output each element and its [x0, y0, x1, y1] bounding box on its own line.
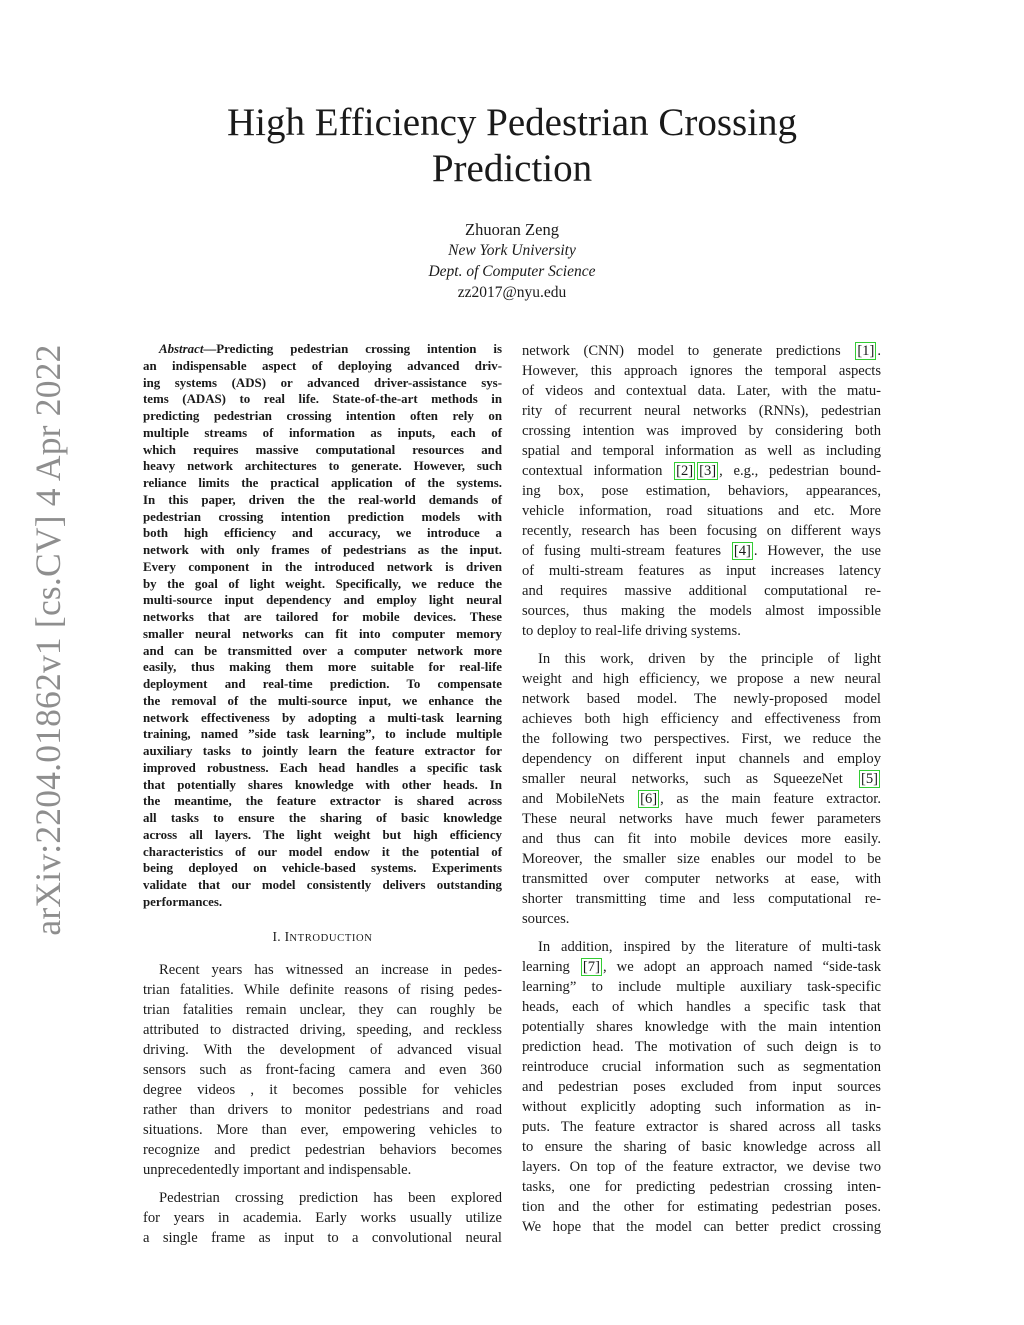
abstract-first-text: Predicting pedestrian crossing intention is — [216, 342, 502, 356]
text-line: and thus can fit into mobile devices more easily. — [522, 831, 881, 847]
text-line: These neural networks have much fewer parameters — [522, 811, 881, 827]
text-line: However, this approach ignores the temporal aspects — [522, 363, 881, 379]
author-name: Zhuoran Zeng — [465, 220, 559, 239]
paper-title — [160, 100, 864, 192]
author-department: Dept. of Computer Science — [428, 263, 596, 280]
abstract-line: network effectiveness by adopting a multi-task learning — [143, 710, 502, 725]
abstract-line: predicting pedestrian crossing intention often rely on — [143, 409, 502, 423]
abstract-line: across all layers. The light weight but high efficiency — [143, 827, 502, 842]
text-line: Pedestrian crossing prediction has been explored — [159, 1189, 502, 1206]
abstract-line: heavy network architectures to generate. However, such — [143, 459, 502, 474]
abstract-line: which requires massive computational resources and — [143, 442, 502, 457]
text-line: and requires massive additional computational re- — [522, 583, 881, 599]
text-line: layers. On top of the feature extractor, we devise two — [522, 1159, 881, 1175]
citation-link[interactable]: [4] — [733, 543, 751, 559]
left-body-text — [143, 960, 502, 1248]
text-line: unprecedentedly important and indispensable. — [143, 1161, 412, 1178]
paper-title-line-1: High Efficiency Pedestrian Crossing — [226, 101, 798, 144]
citation-link[interactable]: [5] — [860, 771, 878, 787]
abstract-line: both high efficiency and accuracy, we introduce a — [143, 526, 502, 541]
abstract — [143, 341, 502, 911]
abstract-line — [143, 341, 502, 358]
text-line: the following two perspectives. First, we reduce the — [522, 731, 881, 747]
arxiv-identifier-stamp: arXiv:2204.01862v1 [cs.CV] 4 Apr 2022 — [28, 344, 68, 936]
text-line: trian fatalities. While definite reasons of rising pedes- — [143, 981, 502, 998]
text-line: prediction head. The motivation of such deign is to — [522, 1039, 881, 1055]
text-line: sensors such as front-facing camera and even 360 — [143, 1061, 502, 1078]
abstract-line: performances. — [143, 894, 223, 909]
text-line: In this work, driven by the principle of light — [538, 651, 881, 667]
author-block — [312, 219, 712, 303]
text-line: potentially shares knowledge with the main intention — [522, 1019, 881, 1035]
text-line — [522, 341, 881, 361]
text-span: smaller neural networks, such as SqueezeNet — [522, 771, 858, 787]
text-line: tion and the other for estimating pedestrian poses. — [522, 1199, 881, 1215]
text-span: learning — [522, 959, 580, 975]
text-line: trian fatalities remain unclear, they can roughly be — [143, 1001, 502, 1018]
abstract-line: multi-source input dependency and employ light neural — [143, 593, 502, 608]
text-line: and pedestrian poses excluded from input sources — [522, 1079, 881, 1095]
text-line: network based model. The newly-proposed model — [522, 691, 881, 707]
text-span: , as the main feature extractor. — [660, 791, 882, 807]
text-line: Moreover, the smaller size enables our model to be — [522, 851, 881, 867]
abstract-line: Every component in the introduced network is driven — [143, 559, 502, 574]
text-line: achieves both high efficiency and effectiveness from — [522, 711, 881, 727]
text-span: network (CNN) model to generate predictions — [522, 343, 855, 359]
text-line: reintroduce crucial information such as segmentation — [522, 1059, 881, 1075]
text-span: , e.g., pedestrian bound- — [719, 463, 881, 479]
text-line — [522, 461, 881, 481]
text-span: . However, the use — [753, 543, 881, 559]
text-line: of multi-stream features as input increases latency — [522, 563, 881, 579]
abstract-line: ing systems (ADS) or advanced driver-assistance sys- — [143, 375, 502, 390]
section-number: I. — [272, 928, 285, 944]
citation-link[interactable]: [1] — [857, 343, 875, 359]
text-line — [522, 789, 881, 809]
section-title-initial: I — [284, 928, 290, 944]
abstract-line: characteristics of our model endow it the potential of — [143, 844, 502, 859]
section-heading-introduction — [143, 927, 502, 949]
text-line: without explicitly adopting such information as in- — [522, 1099, 881, 1115]
text-line: crossing intention was improved by considering both — [522, 423, 881, 439]
section-title-rest: NTRODUCTION — [289, 932, 373, 944]
text-line: ing box, pose estimation, behaviors, appearances, — [522, 483, 881, 499]
text-line: attributed to distracted driving, speeding, and reckless — [143, 1021, 502, 1038]
text-line: of videos and contextual data. Later, with the matu- — [522, 383, 881, 399]
abstract-line: auxiliary tasks to jointly learn the feature extractor for — [143, 744, 502, 758]
text-line: vehicle information, road situations and etc. More — [522, 503, 881, 519]
abstract-line: training, named ”side task learning”, to include multiple — [143, 727, 502, 742]
abstract-label: Abstract — [159, 342, 204, 356]
author-email: zz2017@nyu.edu — [457, 284, 567, 301]
abstract-line: the meantime, the feature extractor is shared across — [143, 794, 502, 809]
text-span: contextual information — [522, 463, 674, 479]
author-affiliation: New York University — [448, 242, 576, 259]
paragraph-gap — [143, 1180, 502, 1188]
text-line: transmitted over computer networks at ease, with — [522, 871, 881, 887]
text-line: rity of recurrent neural networks (RNNs), pedestrian — [522, 403, 881, 419]
text-line: learning” to include multiple auxiliary task-specific — [522, 979, 881, 995]
abstract-line: improved robustness. Each head handles a specific task — [143, 760, 502, 775]
citation-link[interactable]: [6] — [640, 791, 658, 807]
abstract-line: an indispensable aspect of deploying advanced driv- — [143, 358, 502, 373]
abstract-line: being deployed on vehicle-based systems. Experiments — [143, 861, 502, 876]
paragraph-gap — [522, 641, 881, 649]
text-line: heads, each of which handles a specific task that — [522, 999, 881, 1015]
text-line: situations. More than ever, empowering vehicles to — [143, 1121, 502, 1138]
text-line: driving. With the development of advanced visual — [143, 1041, 502, 1058]
text-line: recognize and predict pedestrian behaviors becomes — [143, 1141, 502, 1158]
text-line: for years in academia. Early works usually utilize — [143, 1209, 502, 1226]
text-line — [522, 957, 881, 977]
citation-link[interactable]: [7] — [582, 959, 600, 975]
text-line: weight and high efficiency, we propose a new neural — [522, 671, 881, 687]
abstract-line: In this paper, driven the the real-world demands of — [143, 492, 502, 507]
text-line — [522, 541, 881, 561]
text-span: , we adopt an approach named “side-task — [602, 959, 881, 975]
abstract-line: smaller neural networks can fit into computer memory — [143, 626, 502, 641]
abstract-line: validate that our model consistently delivers outstanding — [143, 878, 502, 892]
abstract-line: multiple streams of information as inputs, each of — [143, 425, 502, 440]
paper-title-line-2: Prediction — [431, 147, 593, 190]
text-line: Recent years has witnessed an increase in pedes- — [159, 961, 502, 978]
citation-link[interactable]: [2] — [676, 463, 694, 479]
abstract-line: the removal of the multi-source input, we enhance the — [143, 693, 502, 708]
text-line: to deploy to real-life driving systems. — [522, 623, 741, 639]
text-line: sources, thus making the models almost impossible — [522, 603, 881, 619]
abstract-line: all tasks to ensure the sharing of basic knowledge — [143, 811, 502, 825]
text-line: degree videos , it becomes possible for vehicles — [143, 1081, 502, 1098]
paragraph-gap — [522, 929, 881, 937]
text-line: We hope that the model can better predict crossing — [522, 1219, 881, 1235]
abstract-line: by the goal of light weight. Specifically, we reduce the — [143, 576, 502, 591]
abstract-line: that potentially shares knowledge with other heads. In — [143, 777, 502, 792]
abstract-line: pedestrian crossing intention prediction models with — [143, 509, 502, 524]
citation-link[interactable]: [3] — [699, 463, 717, 479]
text-span: of fusing multi-stream features — [522, 543, 731, 559]
abstract-line: networks that are tailored for mobile devices. These — [143, 610, 502, 624]
abstract-line: reliance limits the practical application of the systems. — [143, 476, 502, 490]
right-column — [522, 341, 881, 1237]
abstract-line: deployment and real-time prediction. To compensate — [143, 677, 502, 691]
abstract-line: easily, thus making them more suitable for real-life — [143, 660, 502, 675]
text-line: a single frame as input to a convolutional neural — [143, 1229, 502, 1246]
text-span: and MobileNets — [522, 791, 638, 807]
text-line: dependency on different input channels and employ — [522, 751, 881, 767]
text-line: shorter transmitting time and less computational re- — [522, 891, 881, 907]
text-line: spatial and temporal information as well as including — [522, 443, 881, 459]
text-line — [522, 769, 881, 789]
text-line: sources. — [522, 911, 570, 927]
text-line: tasks, one for predicting pedestrian crossing inten- — [522, 1179, 881, 1195]
text-line: puts. The feature extractor is shared across all tasks — [522, 1119, 881, 1135]
text-line: rather than drivers to monitor pedestrians and road — [143, 1101, 502, 1118]
abstract-line: network with only frames of pedestrians as the input. — [143, 543, 502, 557]
left-column — [143, 341, 502, 1248]
abstract-dash: — — [203, 342, 217, 356]
text-line: to ensure the sharing of basic knowledge across all — [522, 1139, 881, 1155]
abstract-line: and can be transmitted over a computer network more — [143, 643, 502, 658]
text-line: In addition, inspired by the literature of multi-task — [538, 939, 881, 955]
abstract-line: tems (ADAS) to real life. State-of-the-art methods in — [143, 392, 502, 407]
text-span: . — [877, 343, 881, 359]
text-line: recently, research has been focusing on different ways — [522, 523, 881, 539]
